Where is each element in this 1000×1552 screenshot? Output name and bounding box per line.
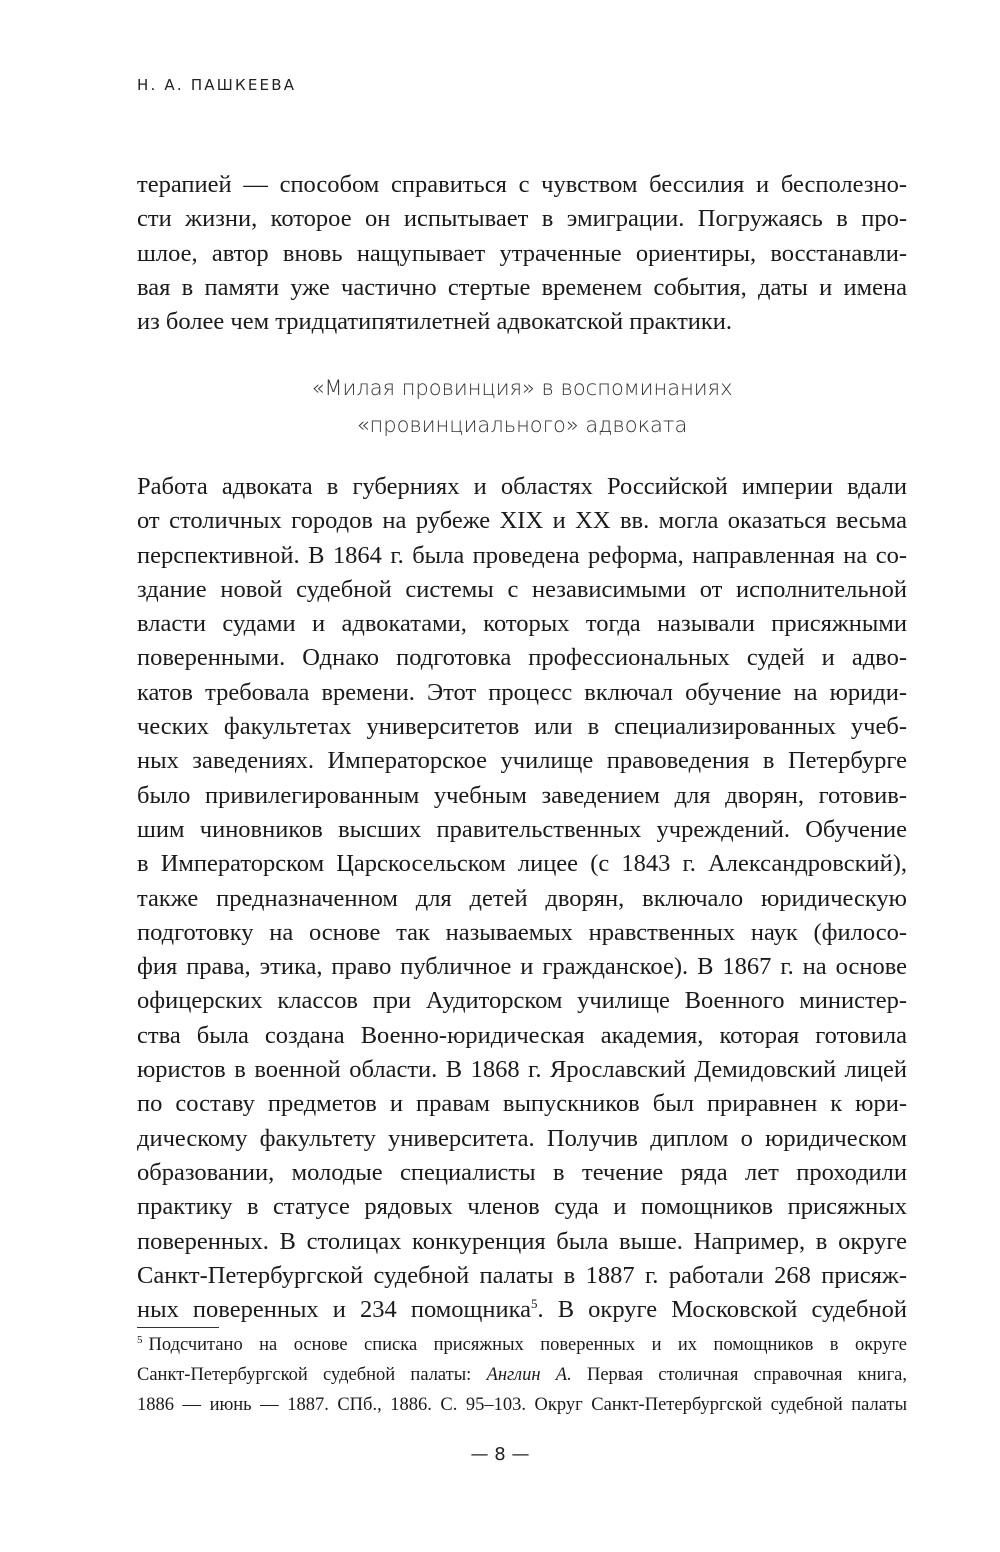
text-line: Санкт-Петербургской судебной палаты в 1887 г. работали 268 присяж-	[137, 1261, 907, 1289]
footnote-line-1	[137, 1330, 907, 1360]
text-line: фия права, этика, право публичное и гражданское). В 1867 г. на основе	[137, 953, 907, 981]
body-paragraph	[137, 470, 907, 1327]
footnote-line-2	[137, 1360, 907, 1390]
section-heading-line-2: «провинциального» адвоката	[356, 413, 688, 437]
text-line: по составу предметов и правам выпускников был приравнен к юри-	[137, 1090, 907, 1118]
text-line: было привилегированным учебным заведением для дворян, готовив-	[137, 781, 907, 809]
section-heading	[137, 370, 907, 444]
text-line: ных заведениях. Императорское училище правоведения в Петербурге	[137, 747, 907, 775]
text-line: подготовку на основе так называемых нравственных наук (филосо-	[137, 918, 907, 946]
footnote	[137, 1330, 907, 1420]
text-line: здание новой судебной системы с независимыми от исполнительной	[137, 575, 907, 603]
author-name: Англин А.	[486, 1365, 572, 1385]
text-line: поверенных. В столицах конкуренция была выше. Например, в округе	[137, 1227, 907, 1255]
text-line: шим чиновников высших правительственных учреждений. Обучение	[137, 815, 907, 843]
text-line: сти жизни, которое он испытывает в эмиграции. Погружаясь в про-	[137, 205, 907, 233]
text-line: вая в памяти уже частично стертые временем события, даты и имена	[137, 273, 907, 301]
text-line-with-footnote-ref	[137, 1293, 907, 1327]
text-line: ства была создана Военно-юридическая академия, которая готовила	[137, 1021, 907, 1049]
text-line: дическому факультету университета. Получив диплом о юридическом	[137, 1124, 907, 1152]
footnote-reference[interactable]: 5	[530, 1295, 538, 1311]
running-head: Н. А. ПАШКЕЕВА	[137, 76, 297, 94]
text-line: из более чем тридцатипятилетней адвокатской практики.	[137, 308, 733, 336]
text-fragment: Первая столичная справочная книга,	[571, 1365, 907, 1385]
text-line: ческих факультетах университетов или в специализированных учеб-	[137, 713, 907, 741]
text-line: от столичных городов на рубеже XIX и XX вв. могла оказаться весьма	[137, 507, 907, 535]
text-line: Работа адвоката в губерниях и областях Российской империи вдали	[137, 473, 907, 500]
footnote-number: 5	[137, 1333, 143, 1346]
text-line: шлое, автор вновь нащупывает утраченные ориентиры, восстанавли-	[137, 239, 907, 267]
intro-paragraph	[137, 168, 907, 339]
text-line: перспективной. В 1864 г. была проведена реформа, направленная на со-	[137, 541, 907, 569]
footnote-line-3: 1886 — июнь — 1887. СПб., 1886. С. 95–103. Округ Санкт-Петербургской судебной палаты	[137, 1395, 907, 1415]
text-fragment: Санкт-Петербургской судебной палаты:	[137, 1365, 487, 1385]
text-line: практику в статусе рядовых членов суда и помощников присяжных	[137, 1193, 907, 1221]
text-line: юристов в военной области. В 1868 г. Ярославский Демидовский лицей	[137, 1056, 907, 1084]
text-line: образовании, молодые специалисты в течение ряда лет проходили	[137, 1158, 907, 1186]
text-line: власти судами и адвокатами, которых тогда называли присяжными	[137, 610, 907, 638]
text-fragment: ных поверенных и 234 помощника	[137, 1296, 531, 1324]
text-fragment: Подсчитано на основе списка присяжных поверенных и их помощников в округе	[148, 1335, 907, 1355]
section-heading-line-1: «Милая провинция» в воспоминаниях	[311, 376, 733, 400]
text-line: поверенными. Однако подготовка профессиональных судей и адво-	[137, 644, 907, 672]
page-number: — 8 —	[470, 1444, 530, 1465]
footnote-separator	[137, 1327, 219, 1328]
text-line: катов требовала времени. Этот процесс включал обучение на юриди-	[137, 678, 907, 706]
text-fragment: . В округе Московской судебной	[537, 1296, 907, 1324]
text-line: в Императорском Царскосельском лицее (с 1843 г. Александровский),	[137, 850, 907, 878]
text-line: терапией — способом справиться с чувством бессилия и бесполезно-	[137, 171, 907, 198]
text-line: офицерских классов при Аудиторском училище Военного министер-	[137, 987, 907, 1015]
text-line: также предназначенном для детей дворян, включало юридическую	[137, 884, 907, 912]
